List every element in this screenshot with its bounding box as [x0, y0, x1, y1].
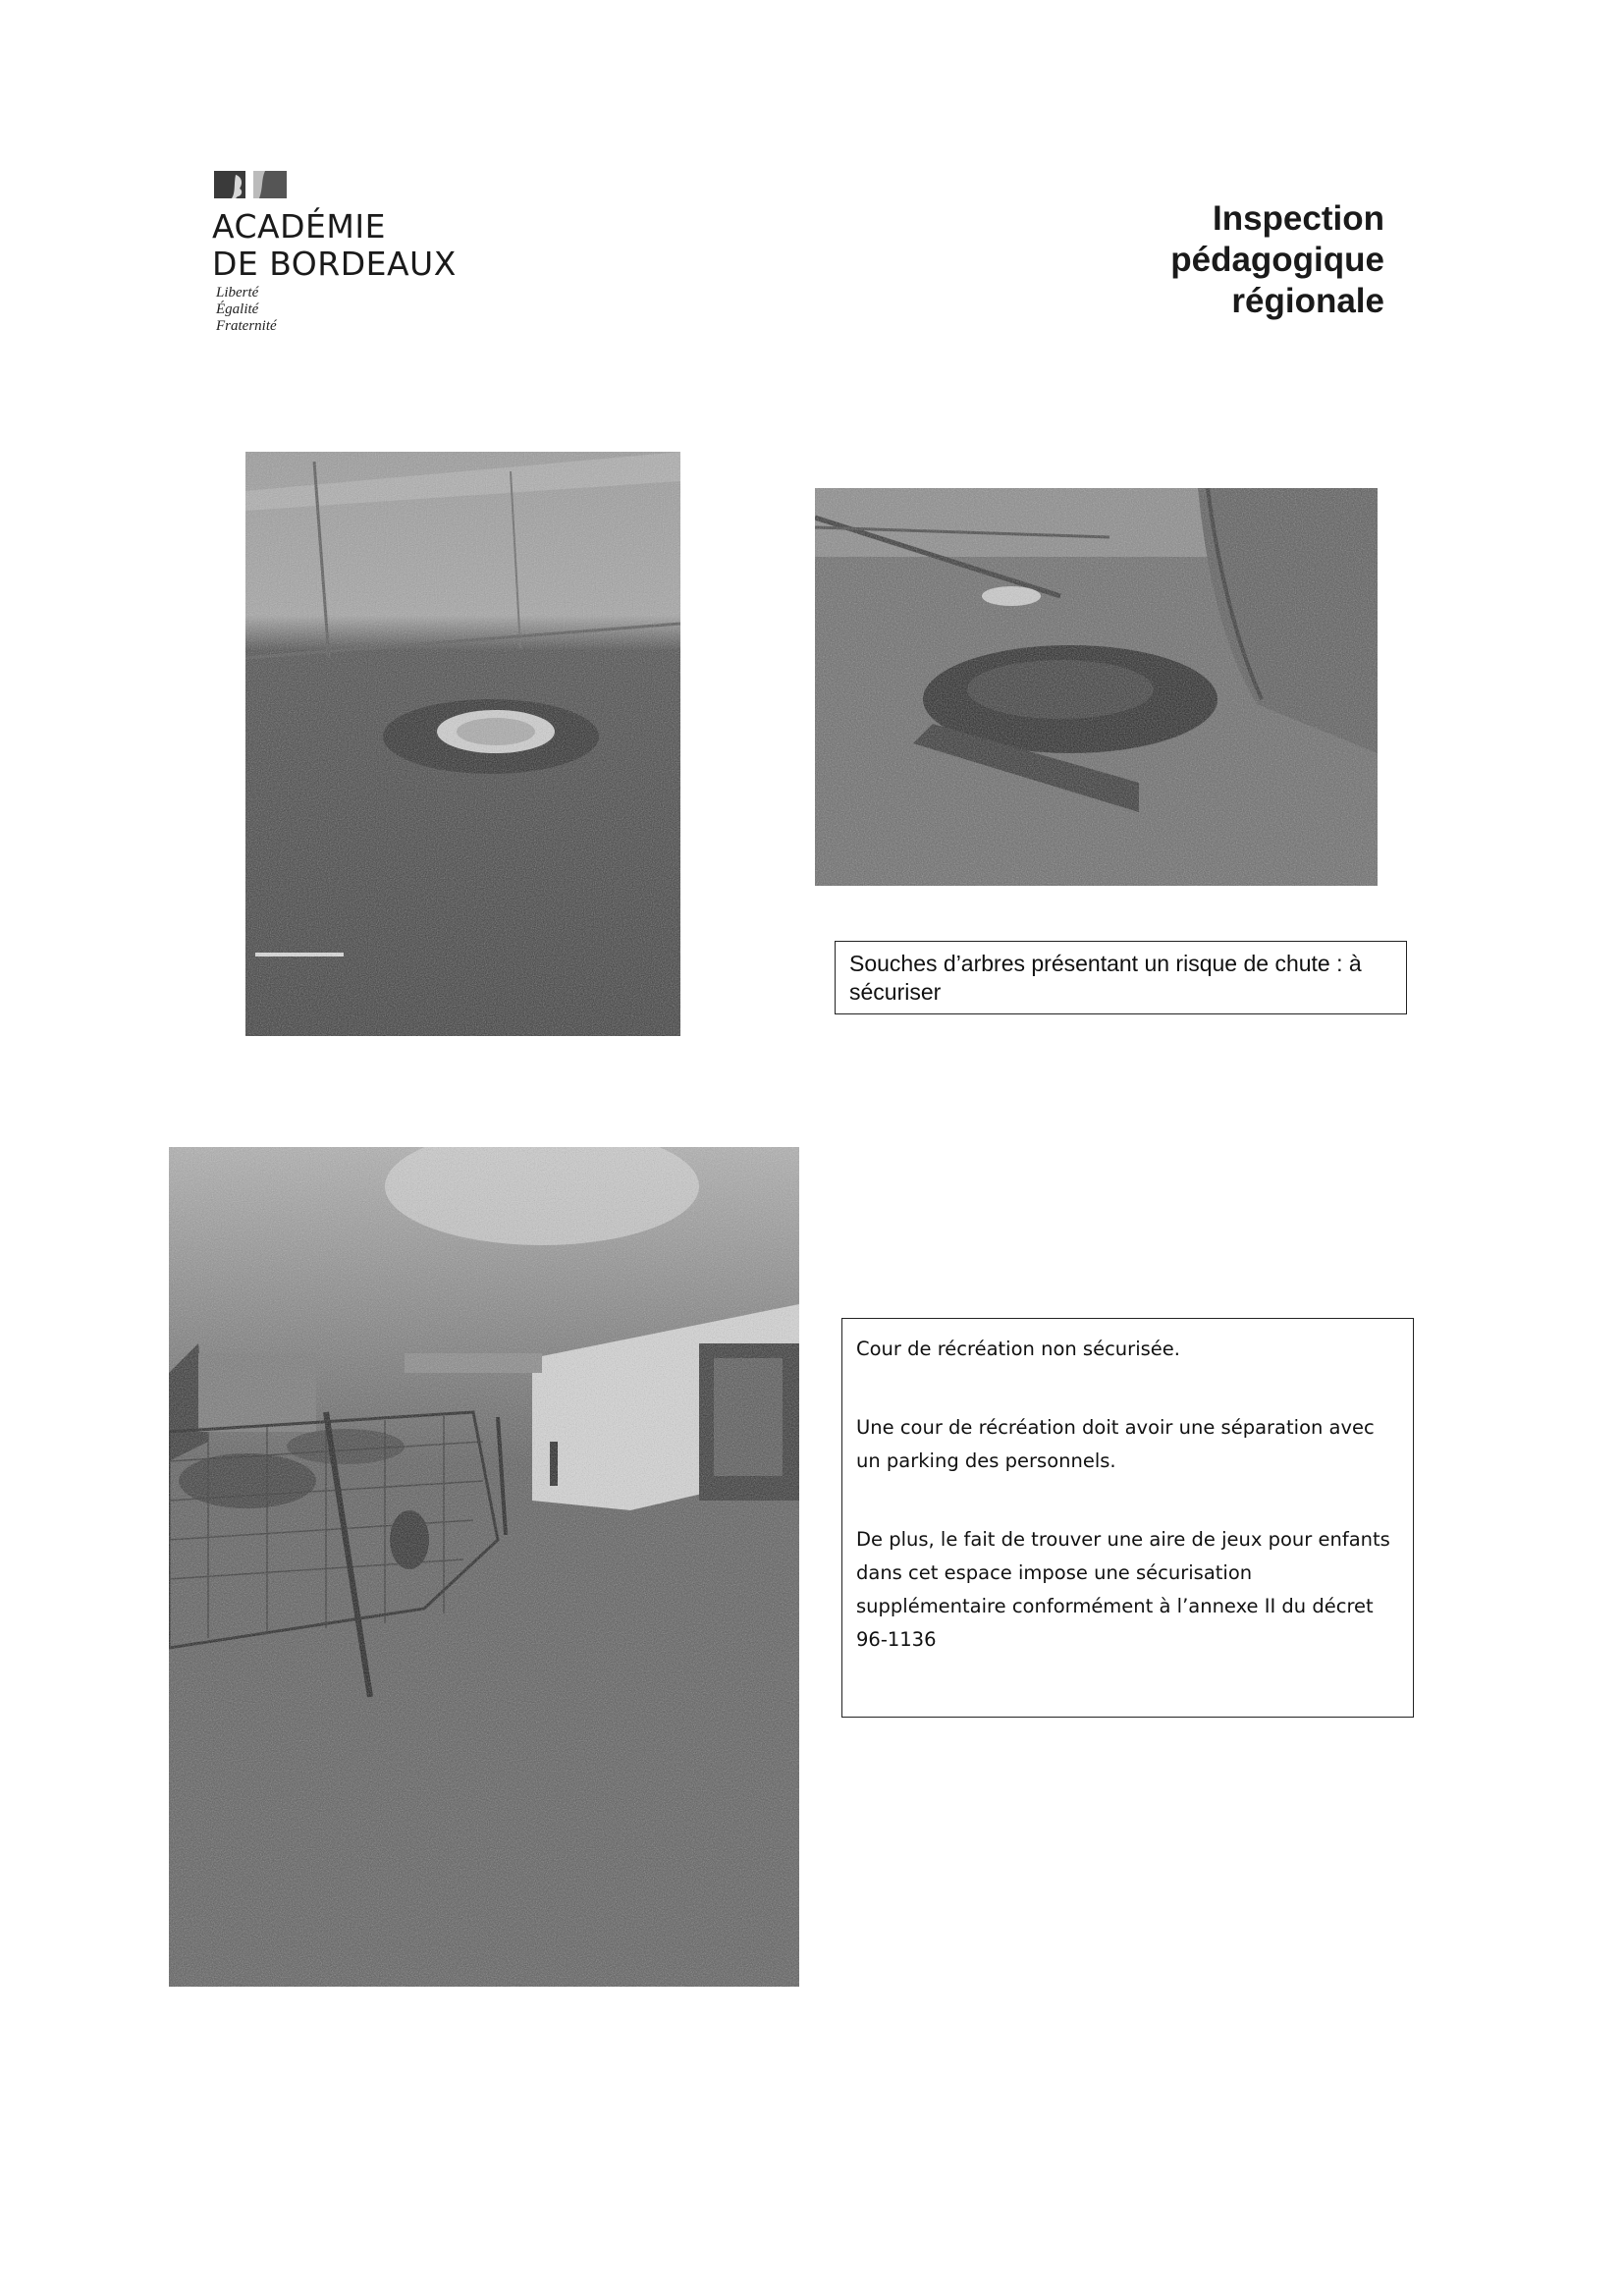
- motto-liberte: Liberté: [216, 285, 259, 301]
- academie-line-2: DE BORDEAUX: [212, 245, 457, 283]
- caption-courtyard-separation: Une cour de récréation doit avoir une séparation avec un parking des personnels.: [856, 1416, 1375, 1472]
- department-title: [1170, 198, 1384, 322]
- photo-tree-stump-grass: [245, 452, 680, 1036]
- republic-logo-icon: [214, 171, 287, 198]
- academie-line-1: ACADÉMIE: [212, 207, 386, 246]
- motto: [216, 285, 277, 335]
- caption-courtyard-title: Cour de récréation non sécurisée.: [856, 1338, 1180, 1360]
- caption-courtyard-playground: De plus, le fait de trouver une aire de jeux pour enfants dans cet espace impose une sécurisation supplémentaire conformément à l’annexe II du décret 96-1136: [856, 1528, 1390, 1651]
- motto-fraternite: Fraternité: [216, 318, 277, 334]
- department-line-3: régionale: [1231, 282, 1384, 320]
- photo-tree-stump-near-trunk: [815, 488, 1378, 886]
- department-line-1: Inspection: [1212, 199, 1384, 238]
- motto-egalite: Égalité: [216, 301, 259, 317]
- caption-courtyard: [841, 1318, 1414, 1718]
- caption-tree-stumps: Souches d’arbres présentant un risque de chute : à sécuriser: [835, 941, 1407, 1014]
- department-line-2: pédagogique: [1170, 241, 1384, 279]
- photo-playground-parking: [169, 1147, 799, 1987]
- academie-name: [212, 208, 457, 283]
